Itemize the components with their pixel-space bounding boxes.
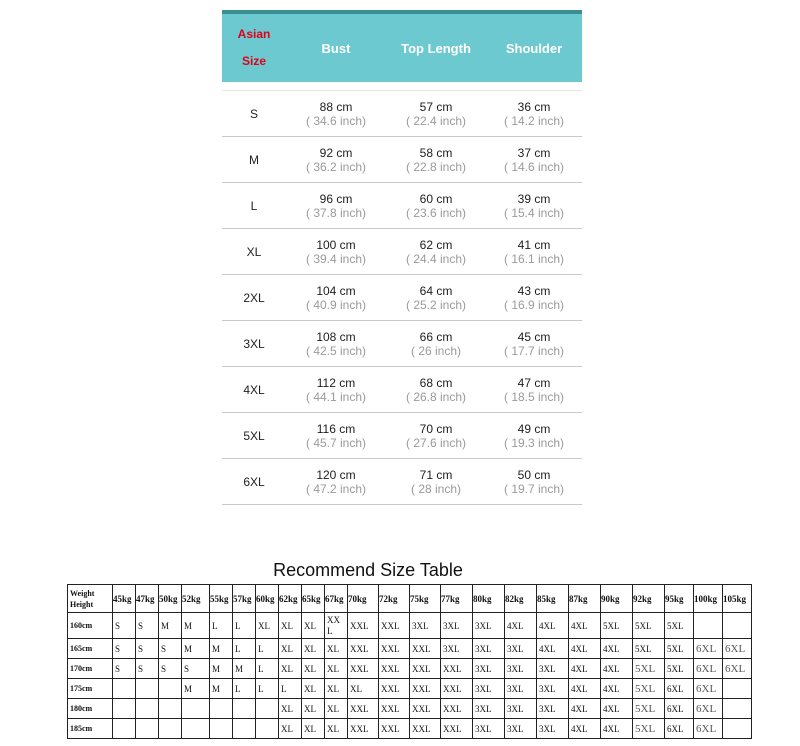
weight-header: 100kg <box>694 585 723 613</box>
size-cell: XXL <box>441 659 473 679</box>
size-cell: 6XL <box>723 659 752 679</box>
shoulder-cell <box>486 468 582 496</box>
bust-cell-inch: ( 36.2 inch) <box>305 159 367 174</box>
corner-weight: Weight <box>70 588 95 598</box>
size-cell: 6XL <box>694 699 723 719</box>
size-cell: 4XL <box>569 719 601 739</box>
size-cell <box>159 679 182 699</box>
top-length-cell-cm: 57 cm <box>419 99 453 114</box>
bust-cell-inch: ( 44.1 inch) <box>305 389 367 404</box>
size-cell: 3XL <box>473 659 505 679</box>
size-cell: L <box>210 613 233 639</box>
size-cell: 4XL <box>601 679 633 699</box>
size-cell: 3XL <box>473 679 505 699</box>
size-cell: XL <box>302 613 325 639</box>
size-cell: 6XL <box>694 679 723 699</box>
size-cell: L <box>256 659 279 679</box>
weight-header: 95kg <box>665 585 694 613</box>
weight-header: 62kg <box>279 585 302 613</box>
size-cell: S <box>113 659 136 679</box>
top-length-cell-cm: 58 cm <box>419 145 453 160</box>
size-cell: M <box>182 613 210 639</box>
size-cell: 4XL <box>569 699 601 719</box>
shoulder-cell-cm: 43 cm <box>517 283 551 298</box>
bust-cell-cm: 88 cm <box>319 99 353 114</box>
size-cell: 5XL <box>633 659 665 679</box>
recommend-title: Recommend Size Table <box>273 560 463 580</box>
weight-header: 87kg <box>569 585 601 613</box>
size-cell: 4XL <box>537 613 569 639</box>
size-cell: XXL <box>379 659 410 679</box>
shoulder-cell-inch: ( 14.6 inch) <box>503 159 565 174</box>
size-label: S <box>249 106 258 121</box>
size-cell: XL <box>302 659 325 679</box>
size-cell: 3XL <box>537 719 569 739</box>
size-cell: XL <box>279 659 302 679</box>
size-cell: S <box>136 639 159 659</box>
shoulder-cell-cm: 50 cm <box>517 467 551 482</box>
size-cell: 6XL <box>723 639 752 659</box>
top-length-cell-cm: 70 cm <box>419 421 453 436</box>
size-cell: 3XL <box>441 639 473 659</box>
height-label: 180cm <box>68 699 113 719</box>
bust-cell-cm: 104 cm <box>316 283 356 298</box>
size-cell: 5XL <box>633 613 665 639</box>
shoulder-cell-cm: 45 cm <box>517 329 551 344</box>
top-length-cell-inch: ( 24.4 inch) <box>405 251 467 266</box>
shoulder-cell-inch: ( 16.9 inch) <box>503 297 565 312</box>
corner-height: Height <box>70 599 94 609</box>
size-cell: 5XL <box>633 719 665 739</box>
top-length-cell-cm: 64 cm <box>419 283 453 298</box>
size-cell: XL <box>302 719 325 739</box>
bust-cell-inch: ( 40.9 inch) <box>305 297 367 312</box>
size-cell: S <box>113 639 136 659</box>
shoulder-cell-inch: ( 19.3 inch) <box>503 435 565 450</box>
size-cell: XXL <box>441 699 473 719</box>
weight-header: 92kg <box>633 585 665 613</box>
chart-row <box>222 137 582 183</box>
shoulder-cell-inch: ( 19.7 inch) <box>503 481 565 496</box>
bust-cell-inch: ( 37.8 inch) <box>305 205 367 220</box>
size-cell: L <box>256 679 279 699</box>
size-cell: 4XL <box>601 639 633 659</box>
recommend-header-row <box>68 585 752 613</box>
size-label: L <box>250 198 258 213</box>
shoulder-cell-inch: ( 15.4 inch) <box>503 205 565 220</box>
shoulder-cell <box>486 192 582 220</box>
size-cell: XXL <box>410 719 441 739</box>
size-cell: L <box>279 679 302 699</box>
size-cell: 4XL <box>537 639 569 659</box>
size-cell: XXL <box>348 719 379 739</box>
size-cell: S <box>159 639 182 659</box>
size-cell: 5XL <box>665 613 694 639</box>
size-cell: M <box>233 659 256 679</box>
size-cell: 5XL <box>665 659 694 679</box>
bust-cell-cm: 116 cm <box>316 421 356 436</box>
shoulder-cell-cm: 39 cm <box>517 191 551 206</box>
size-label: 5XL <box>243 428 265 443</box>
chart-row <box>222 275 582 321</box>
size-cell: XXL <box>441 679 473 699</box>
shoulder-cell-inch: ( 16.1 inch) <box>503 251 565 266</box>
shoulder-cell <box>486 376 582 404</box>
weight-header: 72kg <box>379 585 410 613</box>
shoulder-cell <box>486 422 582 450</box>
top-length-cell-cm: 62 cm <box>419 237 453 252</box>
chart-row <box>222 413 582 459</box>
size-cell: XL <box>279 699 302 719</box>
header-shoulder: Shoulder <box>505 40 563 56</box>
size-cell: XXL <box>410 699 441 719</box>
size-cell: 4XL <box>569 659 601 679</box>
shoulder-cell-cm: 37 cm <box>517 145 551 160</box>
top-length-cell <box>386 192 486 220</box>
size-cell <box>159 719 182 739</box>
size-cell: XXL <box>348 659 379 679</box>
size-cell: L <box>233 639 256 659</box>
size-cell: XXL <box>379 699 410 719</box>
recommend-row <box>68 659 752 679</box>
size-cell: 5XL <box>633 639 665 659</box>
header-top-length: Top Length <box>401 40 471 56</box>
size-cell: 6XL <box>694 639 723 659</box>
top-length-cell-inch: ( 26.8 inch) <box>405 389 467 404</box>
size-cell: XL <box>302 679 325 699</box>
weight-header: 47kg <box>136 585 159 613</box>
size-cell: 3XL <box>537 699 569 719</box>
size-cell: 4XL <box>569 613 601 639</box>
shoulder-cell-cm: 47 cm <box>517 375 551 390</box>
size-cell: S <box>159 659 182 679</box>
top-length-cell-cm: 68 cm <box>419 375 453 390</box>
top-length-cell-inch: ( 22.8 inch) <box>405 159 467 174</box>
size-cell: M <box>182 679 210 699</box>
bust-cell <box>286 422 386 450</box>
header-size-line2: Size <box>241 54 266 68</box>
shoulder-cell <box>486 100 582 128</box>
size-cell <box>723 699 752 719</box>
size-cell <box>113 719 136 739</box>
weight-header: 75kg <box>410 585 441 613</box>
bust-cell-inch: ( 42.5 inch) <box>305 343 367 358</box>
shoulder-cell-inch: ( 17.7 inch) <box>503 343 565 358</box>
size-cell: 4XL <box>601 659 633 679</box>
height-label: 170cm <box>68 659 113 679</box>
size-cell: XL <box>325 719 348 739</box>
size-cell: 3XL <box>410 613 441 639</box>
weight-header: 77kg <box>441 585 473 613</box>
size-cell: S <box>136 659 159 679</box>
height-label: 175cm <box>68 679 113 699</box>
size-cell: S <box>136 613 159 639</box>
size-cell: XXL <box>410 679 441 699</box>
chart-row <box>222 367 582 413</box>
size-cell <box>210 719 233 739</box>
top-length-cell-inch: ( 28 inch) <box>410 481 462 496</box>
size-cell: XXL <box>410 659 441 679</box>
recommend-row <box>68 679 752 699</box>
size-cell: 4XL <box>601 719 633 739</box>
recommend-row <box>68 719 752 739</box>
weight-header: 57kg <box>233 585 256 613</box>
size-cell: XXL <box>410 639 441 659</box>
height-label: 165cm <box>68 639 113 659</box>
size-cell: XL <box>325 659 348 679</box>
bust-cell <box>286 100 386 128</box>
size-cell: XL <box>325 639 348 659</box>
size-cell <box>723 679 752 699</box>
recommend-row <box>68 613 752 639</box>
size-cell: XL <box>302 639 325 659</box>
size-cell: XL <box>325 679 348 699</box>
bust-cell <box>286 468 386 496</box>
top-length-cell-cm: 60 cm <box>419 191 453 206</box>
shoulder-cell-cm: 49 cm <box>517 421 551 436</box>
size-label: 6XL <box>243 474 265 489</box>
size-cell: XL <box>279 639 302 659</box>
size-cell: 5XL <box>633 699 665 719</box>
top-length-cell <box>386 238 486 266</box>
size-cell <box>136 699 159 719</box>
weight-header: 50kg <box>159 585 182 613</box>
height-label: 160cm <box>68 613 113 639</box>
size-cell: XXL <box>379 613 410 639</box>
header-asian-size <box>222 21 286 75</box>
chart-row <box>222 229 582 275</box>
top-length-cell <box>386 284 486 312</box>
size-cell: XXL <box>379 639 410 659</box>
header-bust: Bust <box>321 40 351 56</box>
size-cell: M <box>182 639 210 659</box>
bust-cell-cm: 96 cm <box>319 191 353 206</box>
size-cell <box>136 719 159 739</box>
size-cell: 3XL <box>473 613 505 639</box>
shoulder-cell <box>486 238 582 266</box>
weight-header: 55kg <box>210 585 233 613</box>
shoulder-cell-inch: ( 14.2 inch) <box>503 113 565 128</box>
size-cell <box>233 719 256 739</box>
weight-header: 52kg <box>182 585 210 613</box>
weight-header: 45kg <box>113 585 136 613</box>
size-cell: XXL <box>348 699 379 719</box>
size-cell: XL <box>302 699 325 719</box>
shoulder-cell-inch: ( 18.5 inch) <box>503 389 565 404</box>
size-cell: M <box>210 679 233 699</box>
size-cell: 6XL <box>665 699 694 719</box>
top-length-cell-inch: ( 27.6 inch) <box>405 435 467 450</box>
top-length-cell-inch: ( 23.6 inch) <box>405 205 467 220</box>
weight-header: 65kg <box>302 585 325 613</box>
recommend-row <box>68 639 752 659</box>
chart-header <box>222 14 582 82</box>
size-cell: M <box>210 639 233 659</box>
top-length-cell-inch: ( 25.2 inch) <box>405 297 467 312</box>
top-length-cell <box>386 422 486 450</box>
size-label: 2XL <box>243 290 265 305</box>
size-cell: 6XL <box>665 679 694 699</box>
top-length-cell <box>386 146 486 174</box>
size-cell: 6XL <box>694 659 723 679</box>
size-cell: 3XL <box>473 699 505 719</box>
size-cell: 3XL <box>473 719 505 739</box>
top-length-cell-cm: 66 cm <box>419 329 453 344</box>
shoulder-cell <box>486 146 582 174</box>
size-cell: XXL <box>379 719 410 739</box>
top-length-cell <box>386 330 486 358</box>
size-cell: 3XL <box>537 679 569 699</box>
size-cell: 4XL <box>569 679 601 699</box>
top-length-cell-cm: 71 cm <box>419 467 453 482</box>
size-cell: 4XL <box>601 699 633 719</box>
chart-row <box>222 321 582 367</box>
size-cell: 6XL <box>694 719 723 739</box>
top-length-cell <box>386 100 486 128</box>
weight-header: 85kg <box>537 585 569 613</box>
weight-height-corner <box>68 585 113 613</box>
size-cell: 4XL <box>569 639 601 659</box>
top-length-cell <box>386 468 486 496</box>
shoulder-cell <box>486 330 582 358</box>
size-cell: 3XL <box>537 659 569 679</box>
size-cell <box>694 613 723 639</box>
top-length-cell-inch: ( 26 inch) <box>410 343 462 358</box>
size-cell <box>723 613 752 639</box>
size-cell: 4XL <box>505 613 537 639</box>
bust-cell <box>286 376 386 404</box>
bust-cell <box>286 330 386 358</box>
size-cell: L <box>256 639 279 659</box>
size-cell: XL <box>348 679 379 699</box>
height-label: 185cm <box>68 719 113 739</box>
shoulder-cell-cm: 36 cm <box>517 99 551 114</box>
top-length-cell <box>386 376 486 404</box>
chart-row <box>222 183 582 229</box>
size-cell <box>723 719 752 739</box>
size-label: 3XL <box>243 336 265 351</box>
size-cell: XL <box>256 613 279 639</box>
top-length-cell-inch: ( 22.4 inch) <box>405 113 467 128</box>
bust-cell-cm: 120 cm <box>316 467 356 482</box>
bust-cell-inch: ( 34.6 inch) <box>305 113 367 128</box>
size-cell: XXL <box>348 613 379 639</box>
size-cell: M <box>159 613 182 639</box>
size-cell <box>210 699 233 719</box>
size-chart <box>222 10 582 505</box>
size-cell: 3XL <box>505 699 537 719</box>
shoulder-cell <box>486 284 582 312</box>
size-cell <box>182 699 210 719</box>
size-cell: 3XL <box>441 613 473 639</box>
weight-header: 90kg <box>601 585 633 613</box>
size-cell: 5XL <box>665 639 694 659</box>
bust-cell-cm: 100 cm <box>316 237 356 252</box>
size-cell: 5XL <box>601 613 633 639</box>
size-cell: L <box>233 613 256 639</box>
size-cell: XX L <box>325 613 348 639</box>
bust-cell <box>286 238 386 266</box>
weight-header: 80kg <box>473 585 505 613</box>
weight-header: 60kg <box>256 585 279 613</box>
size-cell: S <box>182 659 210 679</box>
size-cell: 5XL <box>633 679 665 699</box>
bust-cell-inch: ( 47.2 inch) <box>305 481 367 496</box>
size-cell: 6XL <box>665 719 694 739</box>
bust-cell-cm: 112 cm <box>316 375 356 390</box>
size-cell: S <box>113 613 136 639</box>
size-cell <box>182 719 210 739</box>
size-cell: 3XL <box>505 719 537 739</box>
size-label: XL <box>246 244 262 259</box>
size-cell: 3XL <box>505 659 537 679</box>
bust-cell <box>286 192 386 220</box>
bust-cell-cm: 108 cm <box>316 329 356 344</box>
size-cell <box>256 719 279 739</box>
size-cell: 3XL <box>473 639 505 659</box>
bust-cell-cm: 92 cm <box>319 145 353 160</box>
size-cell: M <box>210 659 233 679</box>
weight-header: 82kg <box>505 585 537 613</box>
size-label: M <box>249 152 259 167</box>
weight-header: 70kg <box>348 585 379 613</box>
size-cell <box>113 699 136 719</box>
size-cell: XL <box>325 699 348 719</box>
weight-header: 67kg <box>325 585 348 613</box>
chart-row <box>222 91 582 137</box>
size-cell: 3XL <box>505 639 537 659</box>
weight-header: 105kg <box>723 585 752 613</box>
size-cell: XL <box>279 719 302 739</box>
chart-rows <box>222 90 582 505</box>
bust-cell-inch: ( 45.7 inch) <box>305 435 367 450</box>
size-label: 4XL <box>243 382 265 397</box>
size-cell: XXL <box>348 639 379 659</box>
chart-row <box>222 459 582 505</box>
size-cell: XXL <box>441 719 473 739</box>
size-cell <box>159 699 182 719</box>
recommend-size-table <box>67 584 752 739</box>
shoulder-cell-cm: 41 cm <box>517 237 551 252</box>
header-size-line1: Asian <box>237 27 271 41</box>
size-cell: XXL <box>379 679 410 699</box>
size-cell <box>233 699 256 719</box>
bust-cell <box>286 284 386 312</box>
bust-cell <box>286 146 386 174</box>
size-cell: L <box>233 679 256 699</box>
bust-cell-inch: ( 39.4 inch) <box>305 251 367 266</box>
size-cell: 3XL <box>505 679 537 699</box>
size-cell <box>136 679 159 699</box>
size-cell <box>256 699 279 719</box>
size-cell: XL <box>279 613 302 639</box>
recommend-row <box>68 699 752 719</box>
size-cell <box>113 679 136 699</box>
